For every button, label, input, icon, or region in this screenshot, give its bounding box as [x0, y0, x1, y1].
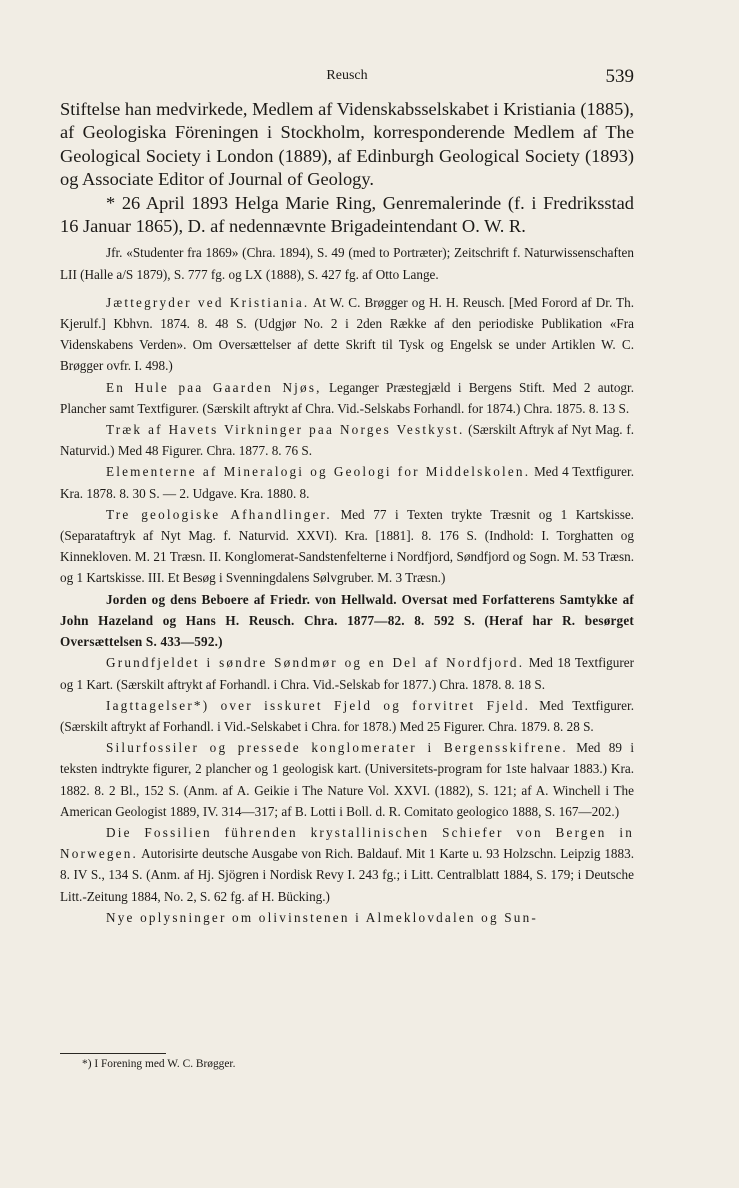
references-note: Jfr. «Studenter fra 1869» (Chra. 1894), S. 49 (med to Portræter); Zeitschrift f. Naturwissenschaften LII (Halle a/S 1879), S. 777 fg. og LX (1888), S. 427 fg. af Otto Lange.	[60, 245, 634, 282]
work-entry	[60, 504, 634, 589]
work-entry	[60, 907, 634, 928]
work-entry	[60, 695, 634, 737]
work-title: En Hule paa Gaarden Njøs,	[106, 379, 322, 395]
biography-marriage: * 26 April 1893 Helga Marie Ring, Genremalerinde (f. i Fredriksstad 16 Januar 1865), D. af nedennævnte Brigadeintendant O. W. R.	[60, 192, 634, 237]
work-entry	[60, 419, 634, 461]
work-title: Tre geologiske Afhandlinger.	[106, 506, 332, 522]
work-entry	[60, 377, 634, 419]
work-details: Med 77 i Texten trykte Træsnit og 1 Kartskisse. (Separataftryk af Nyt Mag. f. Naturvid. XXVI). Kra. [1881]. 8. 176 S. (Indhold: I. Torghatten og Kinnekloven. M. 21 Træsn. II. Konglomerat-Sandstenfelterne i Nordfjord, Søndfjord og Sogn. M. 53 Træsn. og 1 Kartskisse. III. Et Besøg i Svenningdalens Sølvgruber. M. 3 Træsn.)	[60, 506, 634, 586]
footnote-rule	[60, 1053, 166, 1054]
work-details: Med 89 i teksten indtrykte figurer, 2 plancher og 1 geologisk kart. (Universitets-program for 1ste halvaar 1883.) Kra. 1882. 8. 2 Bl., 152 S. (Anm. af A. Geikie i The Nature Vol. XXVI. (1882), S. 121; af A. Winchell i The American Geologist 1889, IV. 314—317; af B. Lotti i Boll. d. R. Comitato geologico 1888, S. 167—202.)	[60, 740, 634, 819]
biography-paragraphs	[60, 98, 634, 238]
work-entry	[60, 461, 634, 503]
work-title: Die Fossilien führenden krystallinischen Schiefer von Bergen in Norwegen.	[60, 824, 634, 862]
work-details: At W. C. Brøgger og H. H. Reusch. [Med Forord af Dr. Th. Kjerulf.] Kbhvn. 1874. 8. 48 S. (Udgjør No. 2 i 2den Række af den periodiske Publikation «Fra Videnskabens Verden». Om Oversættelser af dette Skrift til Tysk og Engelsk se under Artiklen W. C. Brøgger ovfr. I. 498.)	[60, 294, 635, 374]
work-details: Leganger Præstegjæld i Bergens Stift. Med 2 autogr. Plancher samt Textfigurer. (Særskilt aftrykt af Chra. Vid.-Selskabs Forhandl. for 1874.) Chra. 1875. 8. 13 S.	[60, 379, 634, 416]
work-entry	[60, 652, 634, 694]
work-details: Med 4 Textfigurer. Kra. 1878. 8. 30 S. — 2. Udgave. Kra. 1880. 8.	[60, 464, 634, 501]
work-details: Oversat med Forfatterens Samtykke af John Hazeland og Hans H. Reusch. Chra. 1877—82. 8. 592 S. (Heraf har R. besørget Oversættelsen S. 433—592.)	[60, 591, 634, 650]
footnote: *) I Forening med W. C. Brøgger.	[82, 1058, 236, 1070]
work-details: (Særskilt Aftryk af Nyt Mag. f. Naturvid.) Med 48 Figurer. Chra. 1877. 8. 76 S.	[60, 422, 635, 459]
work-entry	[60, 737, 634, 822]
work-details: Med Textfigurer. (Særskilt aftrykt af Forhandl. i Vid.-Selskabet i Chra. for 1878.) Med 25 Figurer. Chra. 1879. 8. 28 S.	[60, 697, 634, 734]
page-number: 539	[605, 66, 634, 87]
bibliography	[60, 242, 634, 928]
work-title: Silurfossiler og pressede konglomerater i Bergensskifrene.	[106, 740, 568, 756]
work-title: Træk af Havets Virkninger paa Norges Vestkyst.	[106, 422, 465, 438]
work-details: Autorisirte deutsche Ausgabe von Rich. Baldauf. Mit 1 Karte u. 93 Holzschn. Leipzig 1883. 8. IV S., 134 S. (Anm. af Hj. Sjögren i Nordisk Revy I. 243 fg.; i Litt. Centralblatt 1884, S. 179; i Deutsche Litt.-Zeitung 1884, No. 2, S. 62 fg. af H. Bücking.)	[60, 846, 634, 904]
running-header	[60, 66, 634, 96]
running-title: Reusch	[326, 68, 368, 83]
work-title: Jorden og dens Beboere af Friedr. von Hellwald.	[106, 591, 397, 607]
work-entry-blackletter	[60, 589, 634, 653]
work-title: Iagttagelser*) over isskuret Fjeld og forvitret Fjeld.	[106, 697, 531, 713]
work-entry	[60, 292, 634, 377]
biography-intro: Stiftelse han medvirkede, Medlem af Videnskabsselskabet i Kristiania (1885), af Geologiska Föreningen i Stockholm, korresponderende Medlem af The Geological Society i London (1889), af Edinburgh Geological Society (1893) og Associate Editor of Journal of Geology.	[60, 99, 634, 190]
work-title: Jættegryder ved Kristiania.	[106, 294, 310, 310]
body-text	[60, 98, 634, 928]
work-title: Grundfjeldet i søndre Søndmør og en Del af Nordfjord.	[106, 655, 525, 671]
work-title: Elementerne af Mineralogi og Geologi for Middelskolen.	[106, 464, 531, 480]
work-title: Nye oplysninger om olivinstenen i Almeklovdalen og Sun-	[106, 909, 538, 925]
work-entry	[60, 822, 634, 907]
work-details: Med 18 Textfigurer og 1 Kart. (Særskilt aftrykt af Forhandl. i Chra. Vid.-Selskab for 1877.) Chra. 1878. 8. 18 S.	[60, 655, 634, 692]
